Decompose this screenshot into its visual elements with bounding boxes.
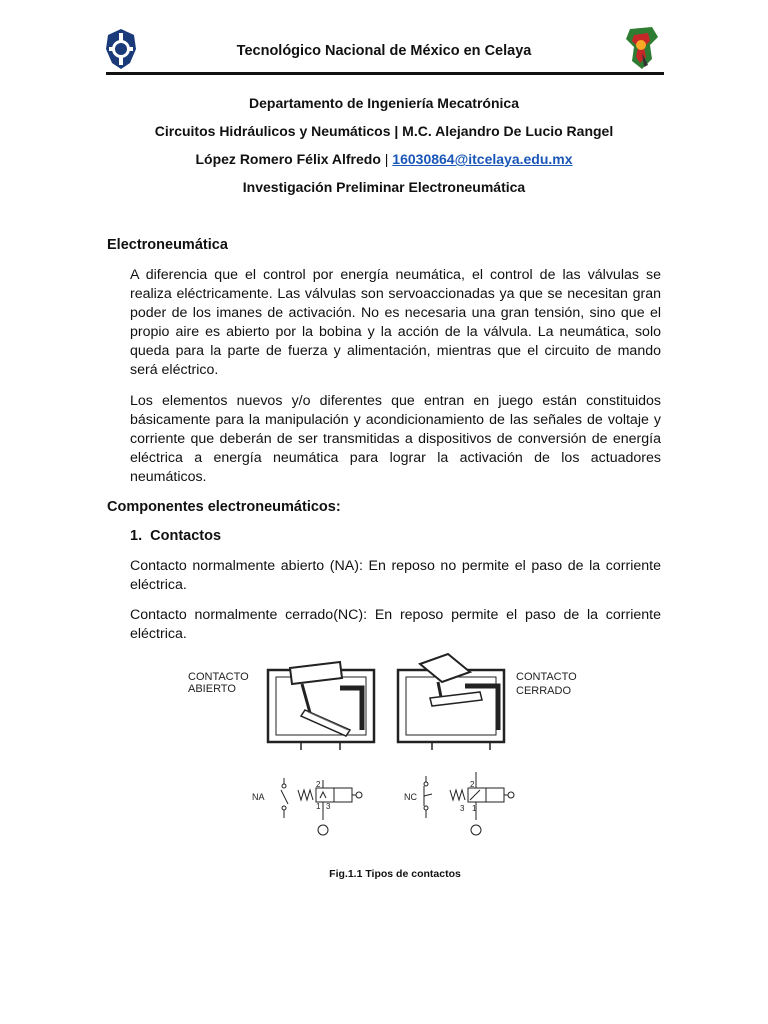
course-line: Circuitos Hidráulicos y Neumáticos | M.C. Alejandro De Lucio Rangel — [154, 123, 614, 139]
nc-text: Contacto normalmente cerrado(NC): En reposo permite el paso de la corriente eléctrica. — [130, 607, 661, 642]
institution-name: Tecnológico Nacional de México en Celaya — [236, 43, 532, 59]
open-contact-diagram — [268, 662, 374, 750]
section-heading: Electroneumática — [107, 237, 228, 253]
paragraph-2-text: Los elementos nuevos y/o diferentes que entran en juego están constituidos básicamente para la manipulación y acondicionamiento de las señales de voltaje y corriente que deberán de ser transmitidas a dispositivos de conversión de energía eléctrica a energía neumática para lograr la activación de los actuadores neumáticos. — [130, 393, 661, 485]
paragraph-1-text: A diferencia que el control por energía neumática, el control de las válvulas se realiza eléctricamente. Las válvulas son servoaccionadas ya que se necesitan gran poder de los imanes de activación. No es necesaria una gran tensión, sino que el propio aire es abierto por la bobina y la acción de la válvula. La neumática, solo queda para la parte de fuerza y alimentación, mientras que el circuito de mando será eléctrico. — [130, 267, 661, 378]
label-open-1: CONTACTO — [188, 671, 249, 683]
nc-port-2: 2 — [470, 780, 475, 789]
nc-symbol — [424, 772, 514, 835]
paragraph-2 — [130, 392, 661, 487]
na-paragraph — [130, 557, 661, 595]
list-item-number: 1. — [130, 528, 143, 544]
components-heading: Componentes electroneumáticos: — [107, 499, 341, 515]
na-text: Contacto normalmente abierto (NA): En reposo no permite el paso de la corriente eléctrica. — [130, 558, 661, 593]
na-port-2: 2 — [316, 780, 321, 789]
contacts-figure — [180, 650, 590, 850]
label-open-2: ABIERTO — [188, 683, 236, 695]
nc-label: NC — [404, 792, 417, 802]
paragraph-1 — [130, 266, 661, 380]
document-subtitle: Investigación Preliminar Electroneumática — [242, 179, 526, 195]
department: Departamento de Ingeniería Mecatrónica — [249, 95, 519, 111]
author-line — [0, 151, 768, 167]
author-separator: | — [384, 151, 389, 167]
itc-crest-logo — [622, 25, 662, 71]
author-name: López Romero Félix Alfredo — [195, 151, 381, 167]
header-rule — [106, 72, 664, 75]
na-symbol — [281, 778, 362, 835]
label-closed-1: CONTACTO — [516, 671, 577, 683]
nc-port-1: 1 — [472, 804, 477, 813]
na-port-3: 3 — [326, 802, 331, 811]
label-closed-2: CERRADO — [516, 685, 572, 697]
closed-contact-diagram — [398, 654, 504, 750]
nc-port-3: 3 — [460, 804, 465, 813]
na-port-1: 1 — [316, 802, 321, 811]
list-item-contactos — [130, 528, 221, 544]
na-label: NA — [252, 792, 265, 802]
nc-paragraph — [130, 606, 661, 644]
figure-caption: Fig.1.1 Tipos de contactos — [329, 868, 461, 880]
email-link[interactable]: 16030864@itcelaya.edu.mx — [392, 151, 573, 167]
list-item-title: Contactos — [150, 528, 222, 544]
